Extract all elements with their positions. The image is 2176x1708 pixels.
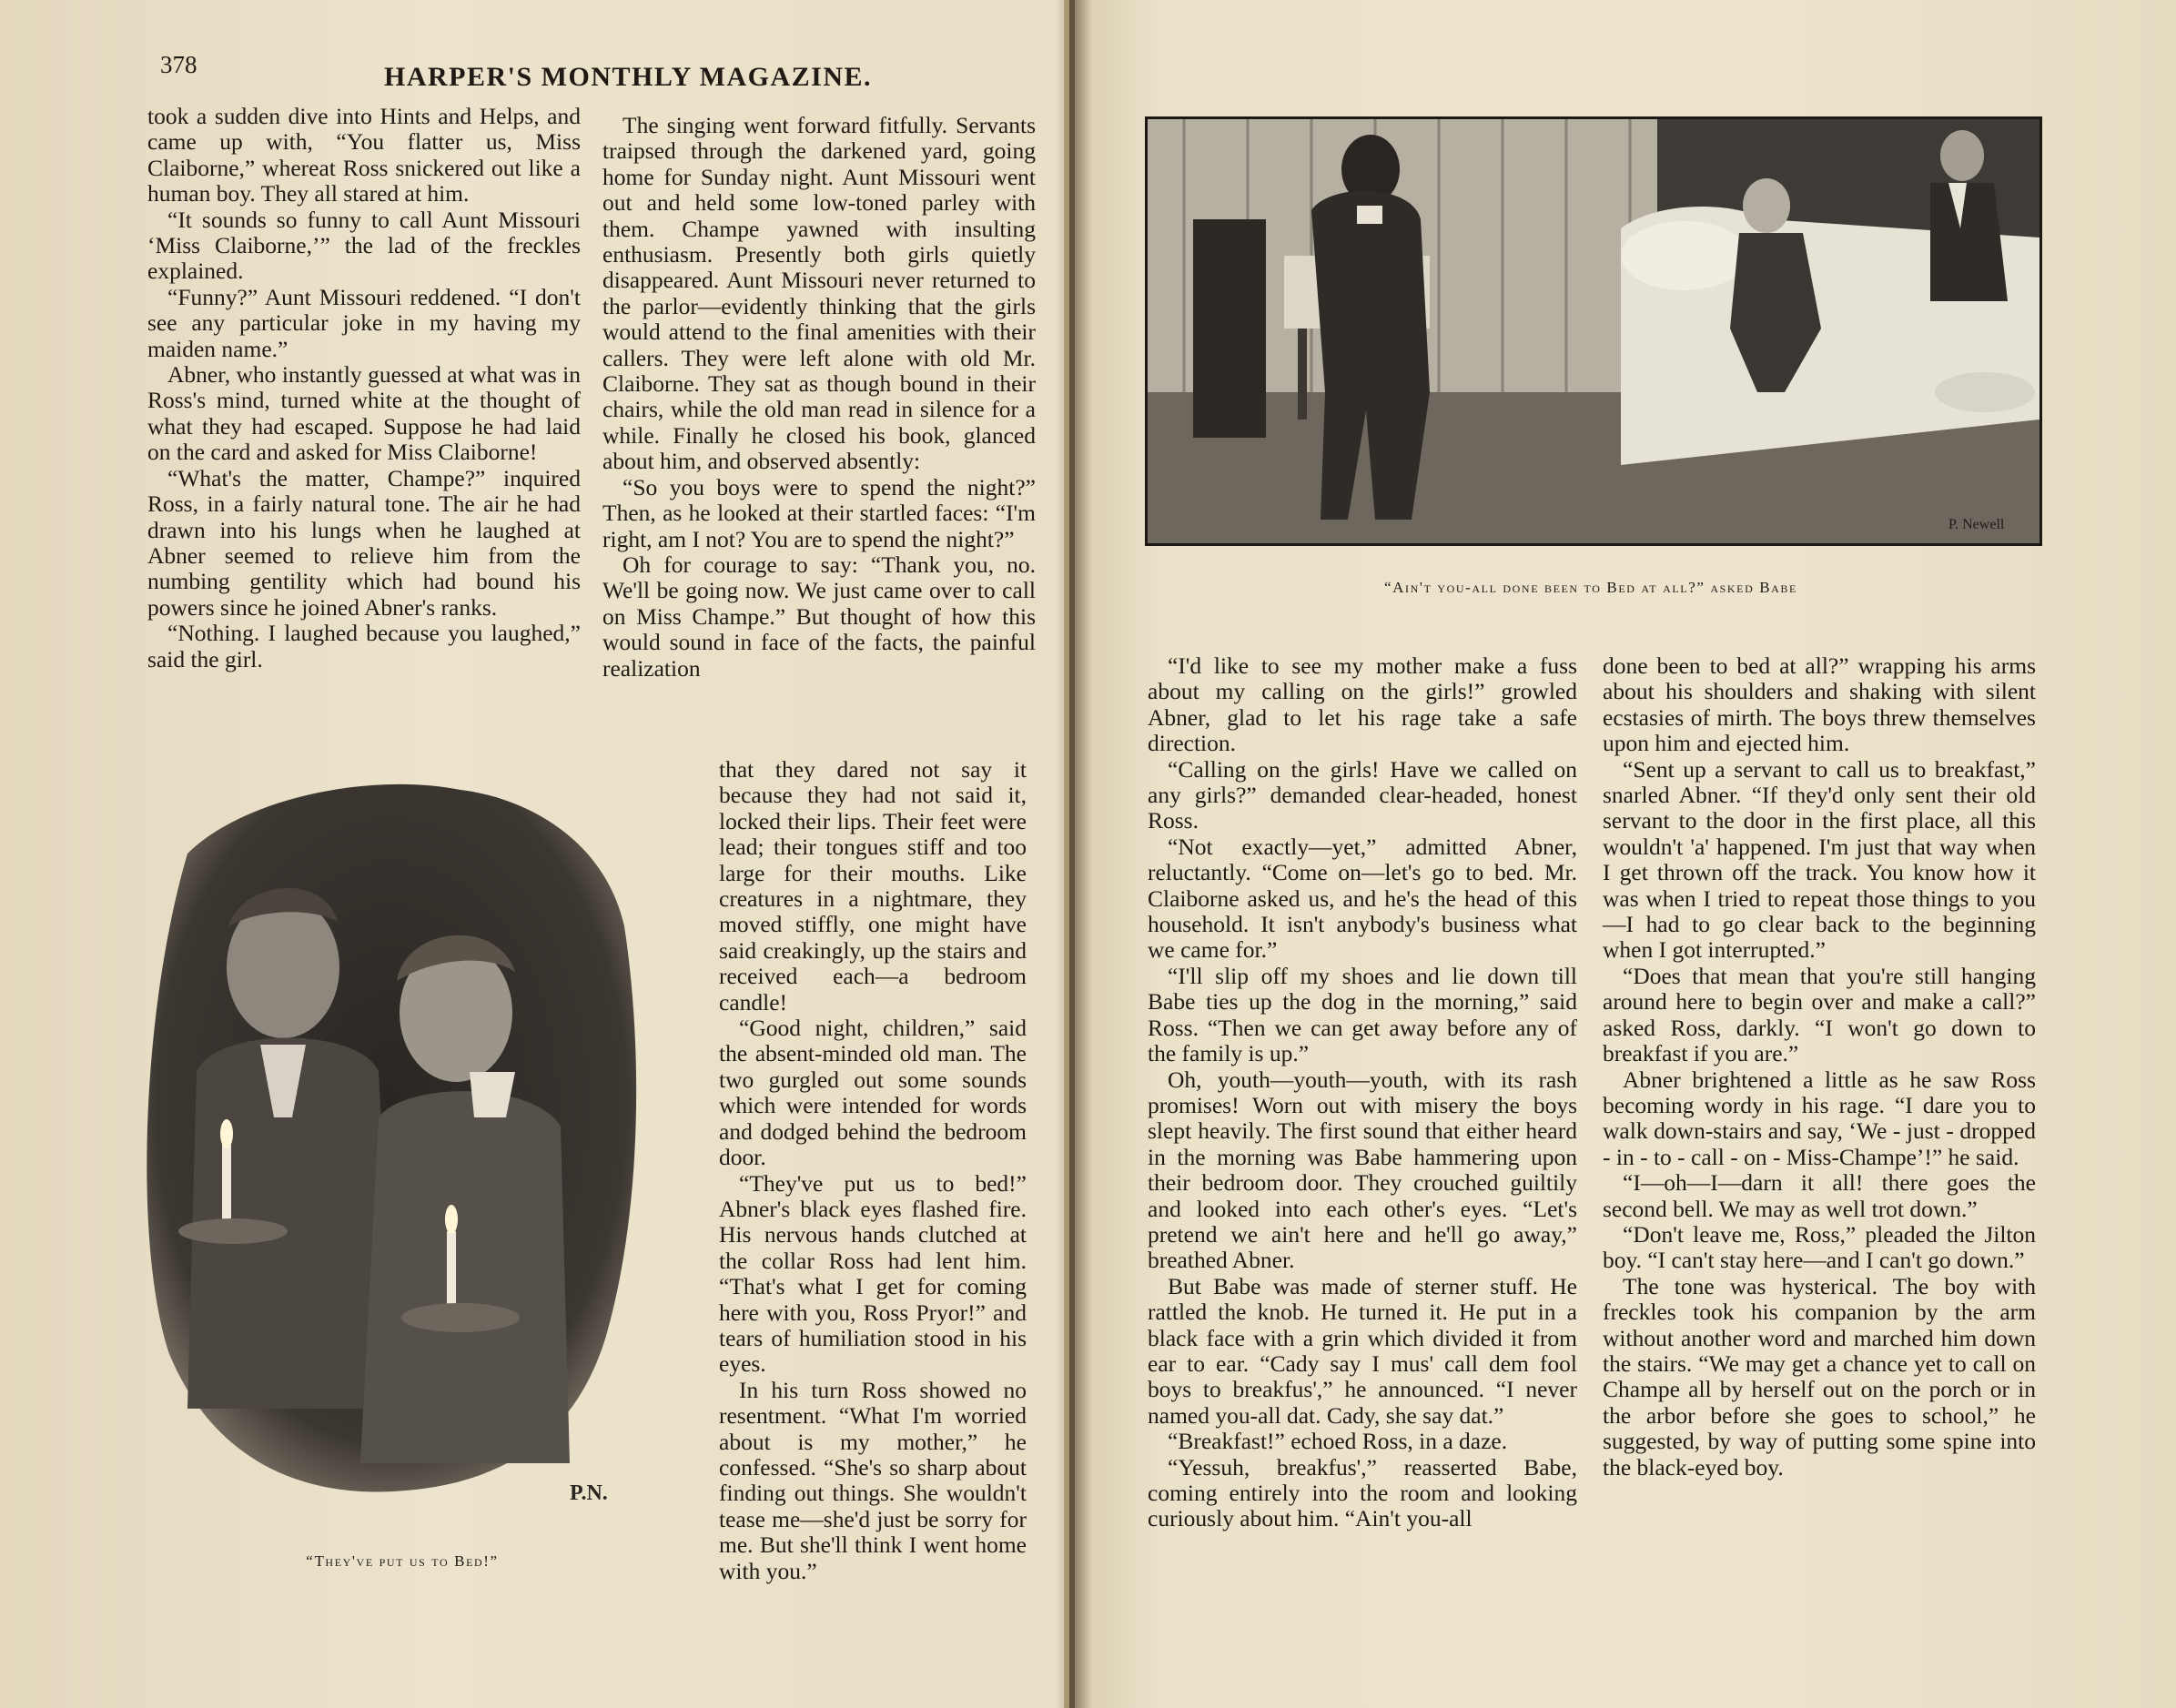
- right-column-2: [1603, 653, 2036, 1481]
- illustration-bedroom-scene: [1145, 116, 2042, 546]
- paragraph: that they dared not say it because they had not said it, locked their lips. Their feet were lead; their tongues stiff and too large for their mouths. Like creatures in a nightmare, they moved stiffly, one might have said creakingly, up the stairs and received each—a bedroom candle!: [719, 756, 1027, 1016]
- paragraph: “Not exactly—yet,” admitted Abner, reluctantly. “Come on—let's go to bed. Mr. Claiborne asked us, and he's the head of this household. It isn't anybody's business what we came for.”: [1148, 833, 1577, 964]
- paragraph: “Calling on the girls! Have we called on any girls?” demanded clear-headed, honest Ross.: [1148, 755, 1577, 834]
- book-gutter: [1056, 0, 1092, 1708]
- left-page: [0, 0, 1069, 1708]
- paragraph: “I'll slip off my shoes and lie down till Babe ties up the dog in the morning,” said Ross. “Then we can get away before any of the family is up.”: [1148, 962, 1577, 1067]
- paragraph: “Nothing. I laughed because you laughed,” said the girl.: [147, 620, 581, 672]
- paragraph: “I—oh—I—darn it all! there goes the second bell. We may as well trot down.”: [1603, 1169, 2036, 1222]
- paragraph: took a sudden dive into Hints and Helps, and came up with, “You flatter us, Miss Claiborne,” whereat Ross snickered out like a human boy. They all stared at him.: [147, 103, 581, 207]
- paragraph: “Don't leave me, Ross,” pleaded the Jilton boy. “I can't stay here—and I can't go down.”: [1603, 1220, 2036, 1274]
- illustration-boys-drawing: [133, 772, 643, 1511]
- paragraph: “I'd like to see my mother make a fuss about my calling on the girls!” growled Abner, glad to let his rage take a safe direction.: [1148, 652, 1577, 757]
- paragraph: “Yessuh, breakfus',” reasserted Babe, coming entirely into the room and looking curiously about him. “Ain't you-all: [1148, 1453, 1577, 1532]
- paragraph: Abner, who instantly guessed at what was in Ross's mind, turned white at the thought of what they had escaped. Suppose he had laid on the card and asked for Miss Claiborne!: [147, 361, 581, 466]
- paragraph: “Does that mean that you're still hanging around here to begin over and make a call?” asked Ross, darkly. “I won't go down to breakfast if you are.”: [1603, 962, 2036, 1067]
- illustration-caption-right: “Ain't you-all done been to Bed at all?” asked Babe: [1384, 579, 1797, 596]
- paragraph: Oh, youth—youth—youth, with its rash promises! Worn out with misery the boys slept heavily. The first sound that either heard in the morning was Babe hammering upon their bedroom door. They crouched guiltily and looked into each other's eyes. “Let's pretend we ain't here and he'll go away,” breathed Abner.: [1148, 1066, 1577, 1274]
- illustration-signature-right: P. Newell: [1948, 517, 2005, 532]
- paragraph: done been to bed at all?” wrapping his arms about his shoulders and shaking with silent ecstasies of mirth. The boys threw themselves upon him and ejected him.: [1603, 652, 2036, 757]
- paragraph: “Good night, children,” said the absent-minded old man. The two gurgled out some sounds which were intended for words and dodged behind the bedroom door.: [719, 1015, 1027, 1171]
- page-number: 378: [160, 51, 197, 78]
- paragraph: The tone was hysterical. The boy with freckles took his companion by the arm without another word and marched him down the stairs. “We may get a chance yet to call on Champe all by herself out on the porch or in the arbor before she goes to school,” he suggested, by way of putting some spine into the black-eyed boy.: [1603, 1272, 2036, 1481]
- running-head: [157, 47, 1058, 93]
- left-column-2: [602, 113, 1036, 682]
- left-column-1: [147, 104, 581, 672]
- magazine-title: HARPER'S MONTHLY MAGAZINE.: [384, 62, 872, 92]
- paragraph: “It sounds so funny to call Aunt Missouri ‘Miss Claiborne,’” the lad of the freckles explained.: [147, 206, 581, 285]
- paragraph: “Breakfast!” echoed Ross, in a daze.: [1168, 1428, 1508, 1455]
- paragraph: The singing went forward fitfully. Servants traipsed through the darkened yard, going home for Sunday night. Aunt Missouri went out and held some low-toned parley with them. Champe yawned with insulting enthusiasm. Presently both girls quietly disappeared. Aunt Missouri never returned to the parlor—evidently thinking that the girls would attend to the final amenities with their callers. They were left alone with old Mr. Claiborne. They sat as though bound in their chairs, while the old man read in silence for a while. Finally he closed his book, glanced about him, and observed absently:: [602, 112, 1036, 475]
- illustration-caption-left: “They've put us to Bed!”: [306, 1552, 499, 1570]
- paragraph: “So you boys were to spend the night?” Then, as he looked at their startled faces: “I'm right, am I not? You are to spend the night?”: [602, 473, 1036, 552]
- paragraph: “What's the matter, Champe?” inquired Ross, in a fairly natural tone. The air he had drawn into his lungs when he laughed at Abner seemed to relieve him from the numbing gentility which had bound his powers since he joined Abner's ranks.: [147, 464, 581, 621]
- right-column-1: [1148, 653, 1577, 1532]
- paragraph: Abner brightened a little as he saw Ross becoming wordy in his rage. “I dare you to walk down-stairs and say, ‘We - just - dropped - in - to - call - on - Miss-Champe’!” he said.: [1603, 1066, 2036, 1170]
- illustration-signature-left: P.N.: [570, 1481, 608, 1505]
- left-column-3: [719, 757, 1027, 1584]
- paragraph: In his turn Ross showed no resentment. “What I'm worried about is my mother,” he confessed. “She's so sharp about finding out things. She wouldn't tease me—she'd just be sorry for me. But she'll think I went home with you.”: [719, 1376, 1027, 1584]
- paragraph: Oh for courage to say: “Thank you, no. We'll be going now. We just came over to call on Miss Champe.” But thought of how this would sound in face of the facts, the painful realization: [602, 551, 1036, 682]
- paragraph: “They've put us to bed!” Abner's black eyes flashed fire. His nervous hands clutched at the collar Ross had lent him. “That's what I get for coming here with you, Ross Pryor!” and tears of humiliation stood in his eyes.: [719, 1169, 1027, 1378]
- paragraph: “Funny?” Aunt Missouri reddened. “I don't see any particular joke in my having my maiden name.”: [147, 283, 581, 362]
- right-page: [1075, 0, 2176, 1708]
- illustration-bedroom-drawing: [1148, 119, 2039, 543]
- paragraph: But Babe was made of sterner stuff. He rattled the knob. He turned it. He put in a black face with a grin which divided it from ear to ear. “Cady say I mus' call dem fool boys to breakfus',” he announced. “I never named you-all dat. Cady, she say dat.”: [1148, 1272, 1577, 1429]
- paragraph: “Sent up a servant to call us to breakfast,” snarled Abner. “If they'd only sent their old servant to the door in the first place, all this wouldn't 'a' happened. I'm just that way when I get thrown off the track. You know how it was when I tried to repeat those things to you—I had to go clear back to the beginning when I got interrupted.”: [1603, 755, 2036, 964]
- illustration-boys-with-candles: [133, 772, 643, 1511]
